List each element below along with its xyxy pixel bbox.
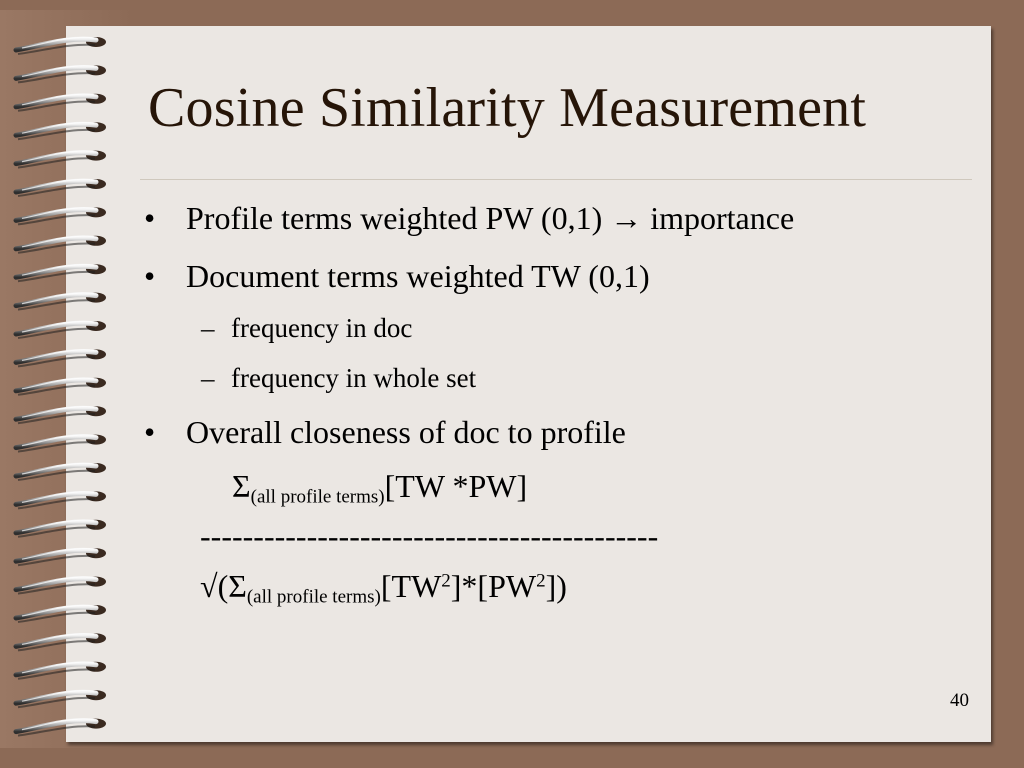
spiral-ring [16,605,106,622]
formula-divider: ------------------------------------------- [200,518,659,554]
sqrt-sigma-symbol: √(Σ [200,568,247,604]
bullet-overall-closeness [144,414,626,451]
spiral-ring [16,690,106,707]
spiral-ring [16,293,106,310]
spiral-ring [16,321,106,338]
spiral-ring [16,463,106,480]
spiral-ring [16,662,106,679]
slide-title: Cosine Similarity Measurement [148,77,867,139]
spiral-ring [16,207,106,224]
slide-number: 40 [950,690,969,711]
bullet-text-pre: Profile terms weighted PW (0,1) [186,200,611,236]
formula-numerator [232,468,527,509]
subbullet-text: frequency in whole set [231,363,477,393]
subbullet-text: frequency in doc [231,313,413,343]
formula-denominator [200,568,567,609]
spiral-ring [16,378,106,395]
bullet-profile-terms [144,200,795,237]
pw-term: ]*[PW [450,568,537,604]
spiral-ring [16,406,106,423]
spiral-ring [16,435,106,452]
closing-brackets: ]) [545,568,567,604]
spiral-ring [16,349,106,366]
spiral-ring [16,236,106,253]
bullet-text-post: importance [642,200,795,236]
bullet-mark: • [144,258,156,294]
title-divider [140,179,972,180]
sum-subscript: (all profile terms) [250,486,385,508]
arrow-icon: → [610,200,643,236]
spiral-ring [16,122,106,139]
subbullet-mark: – [201,363,215,393]
spiral-ring [16,719,106,736]
spiral-ring [16,94,106,111]
spiral-ring [16,179,106,196]
bullet-text: Document terms weighted TW (0,1) [186,258,650,294]
numerator-term: [TW *PW] [384,468,528,504]
sum-subscript: (all profile terms) [246,586,381,608]
subbullet-frequency-set [201,363,477,394]
bullet-text: Overall closeness of doc to profile [186,414,626,450]
subbullet-frequency-doc [201,313,413,344]
spiral-ring [16,520,106,537]
spiral-ring [16,151,106,168]
bullet-document-terms [144,258,650,295]
sigma-symbol: Σ [232,468,251,504]
spiral-ring [16,633,106,650]
spiral-ring [16,577,106,594]
spiral-binding-icon [0,0,130,768]
spiral-ring [16,491,106,508]
bullet-mark: • [144,200,156,236]
spiral-ring [16,65,106,82]
bullet-mark: • [144,414,156,450]
tw-term: [TW [380,568,442,604]
tw-exponent: 2 [441,570,451,592]
subbullet-mark: – [201,313,215,343]
spiral-ring [16,264,106,281]
pw-exponent: 2 [536,570,546,592]
spiral-ring [16,37,106,54]
spiral-ring [16,548,106,565]
